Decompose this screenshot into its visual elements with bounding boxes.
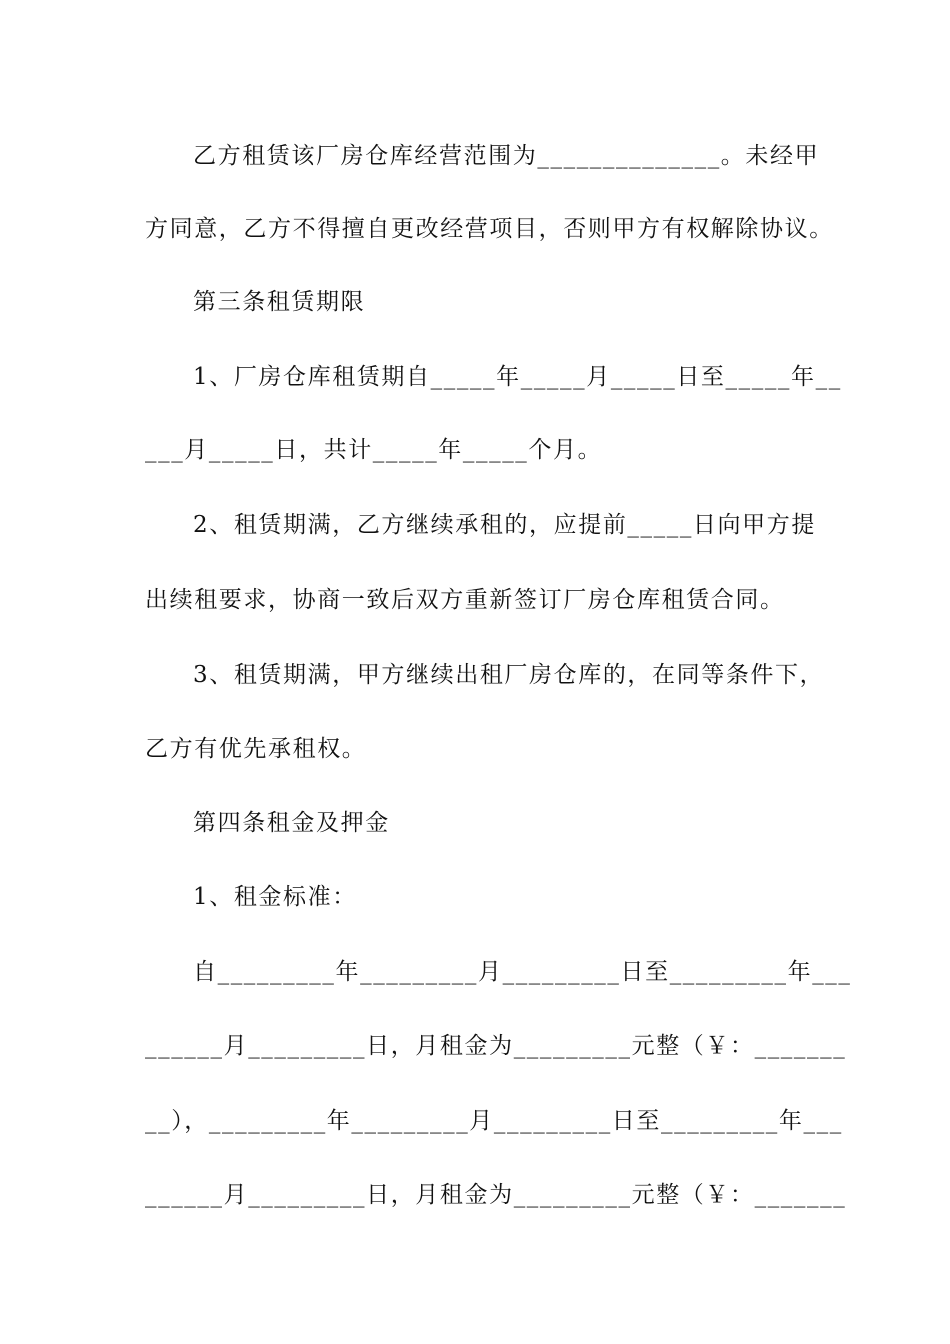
- section-heading-lease-term: 第三条租赁期限: [193, 289, 366, 315]
- rent-schedule-line-1: 自_________年_________月_________日至_________年___: [193, 959, 852, 985]
- rent-schedule-line-4: ______月_________日，月租金为_________元整（￥：_______: [145, 1182, 847, 1208]
- clause-lease-period-line-1: 1、厂房仓库租赁期自_____年_____月_____日至_____年__: [193, 364, 842, 390]
- paragraph-business-scope-line-1: 乙方租赁该厂房仓库经营范围为______________。未经甲: [193, 143, 820, 169]
- clause-priority-line-2: 乙方有优先承租权。: [145, 736, 367, 762]
- clause-renewal-line-2: 出续租要求，协商一致后双方重新签订厂房仓库租赁合同。: [145, 587, 785, 613]
- clause-renewal-line-1: 2、租赁期满，乙方继续承租的，应提前_____日向甲方提: [193, 512, 816, 538]
- clause-rent-standard-heading: 1、租金标准：: [193, 884, 357, 910]
- clause-lease-period-line-2: ___月_____日，共计_____年_____个月。: [145, 437, 603, 463]
- clause-priority-line-1: 3、租赁期满，甲方继续出租厂房仓库的，在同等条件下，: [193, 662, 825, 688]
- rent-schedule-line-3: __），_________年_________月_________日至_________年___: [145, 1108, 843, 1134]
- paragraph-business-scope-line-2: 方同意，乙方不得擅自更改经营项目，否则甲方有权解除协议。: [145, 216, 834, 242]
- rent-schedule-line-2: ______月_________日，月租金为_________元整（￥：_______: [145, 1033, 847, 1059]
- section-heading-rent-deposit: 第四条租金及押金: [193, 810, 390, 836]
